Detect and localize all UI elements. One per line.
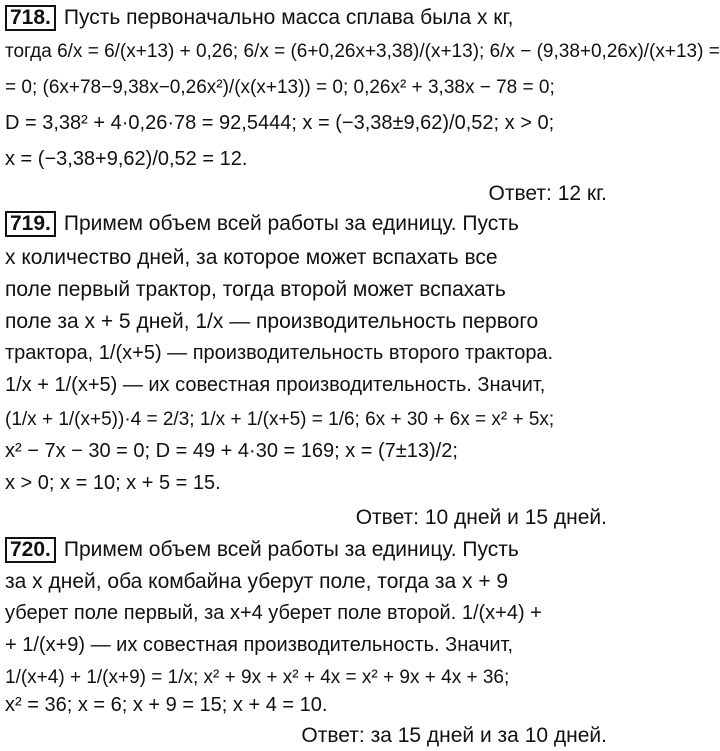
- problem-text: Пусть первоначально масса сплава была x кг,: [63, 6, 514, 29]
- problem-718-line-4: D = 3,38² + 4·0,26·78 = 92,5444; x = (−3,38±9,62)/0,52; x > 0;: [5, 112, 555, 134]
- problem-719-line-4: поле за x + 5 дней, 1/x — производительность первого: [5, 310, 539, 333]
- problem-720-line-2: за x дней, оба комбайна уберут поле, тогда за x + 9: [5, 570, 509, 593]
- problem-719-line-8: x² − 7x − 30 = 0; D = 49 + 4·30 = 169; x = (7±13)/2;: [5, 440, 458, 462]
- problem-718-line-5: x = (−3,38+9,62)/0,52 = 12.: [5, 148, 248, 170]
- problem-719-line-6: 1/x + 1/(x+5) — их совестная производительность. Значит,: [5, 374, 546, 396]
- problem-719-line-1: [5, 210, 607, 237]
- problem-719-line-2: x количество дней, за которое может вспахать все: [5, 246, 498, 269]
- problem-718-line-3: = 0; (6x+78−9,38x−0,26x²)/(x(x+13)) = 0; 0,26x² + 3,38x − 78 = 0;: [5, 77, 555, 98]
- problem-720-answer: Ответ: за 15 дней и за 10 дней.: [301, 724, 607, 747]
- problem-720-line-1: [5, 536, 607, 563]
- problem-718-line-2: тогда 6/x = 6/(x+13) + 0,26; 6/x = (6+0,26x+3,38)/(x+13); 6/x − (9,38+0,26x)/(x+13) =: [5, 41, 720, 62]
- problem-719-line-5: трактора, 1/(x+5) — производительность второго трактора.: [5, 342, 554, 364]
- problem-720-line-5: 1/(x+4) + 1/(x+9) = 1/x; x² + 9x + x² + 4x = x² + 9x + 4x + 36;: [5, 667, 510, 688]
- problem-718-answer: Ответ: 12 кг.: [488, 182, 607, 205]
- problem-719-line-9: x > 0; x = 10; x + 5 = 15.: [5, 472, 221, 494]
- problem-719-line-7: (1/x + 1/(x+5))·4 = 2/3; 1/x + 1/(x+5) = 1/6; 6x + 30 + 6x = x² + 5x;: [5, 409, 555, 430]
- problem-720-line-6: x² = 36; x = 6; x + 9 = 15; x + 4 = 10.: [5, 694, 328, 716]
- problem-718-line-1: [5, 4, 607, 31]
- problem-text: Примем объем всей работы за единицу. Пусть: [63, 212, 519, 235]
- problem-719-line-3: поле первый трактор, тогда второй может вспахать: [5, 278, 506, 301]
- problem-719-number: 719.: [5, 211, 56, 237]
- problem-720-line-3: уберет поле первый, за x+4 уберет поле второй. 1/(x+4) +: [5, 602, 542, 624]
- problem-text: Примем объем всей работы за единицу. Пусть: [63, 538, 519, 561]
- problem-720-number: 720.: [5, 537, 56, 563]
- problem-718-number: 718.: [5, 5, 56, 31]
- problem-720-line-4: + 1/(x+9) — их совестная производительность. Значит,: [5, 634, 514, 656]
- problem-719-answer: Ответ: 10 дней и 15 дней.: [355, 506, 607, 529]
